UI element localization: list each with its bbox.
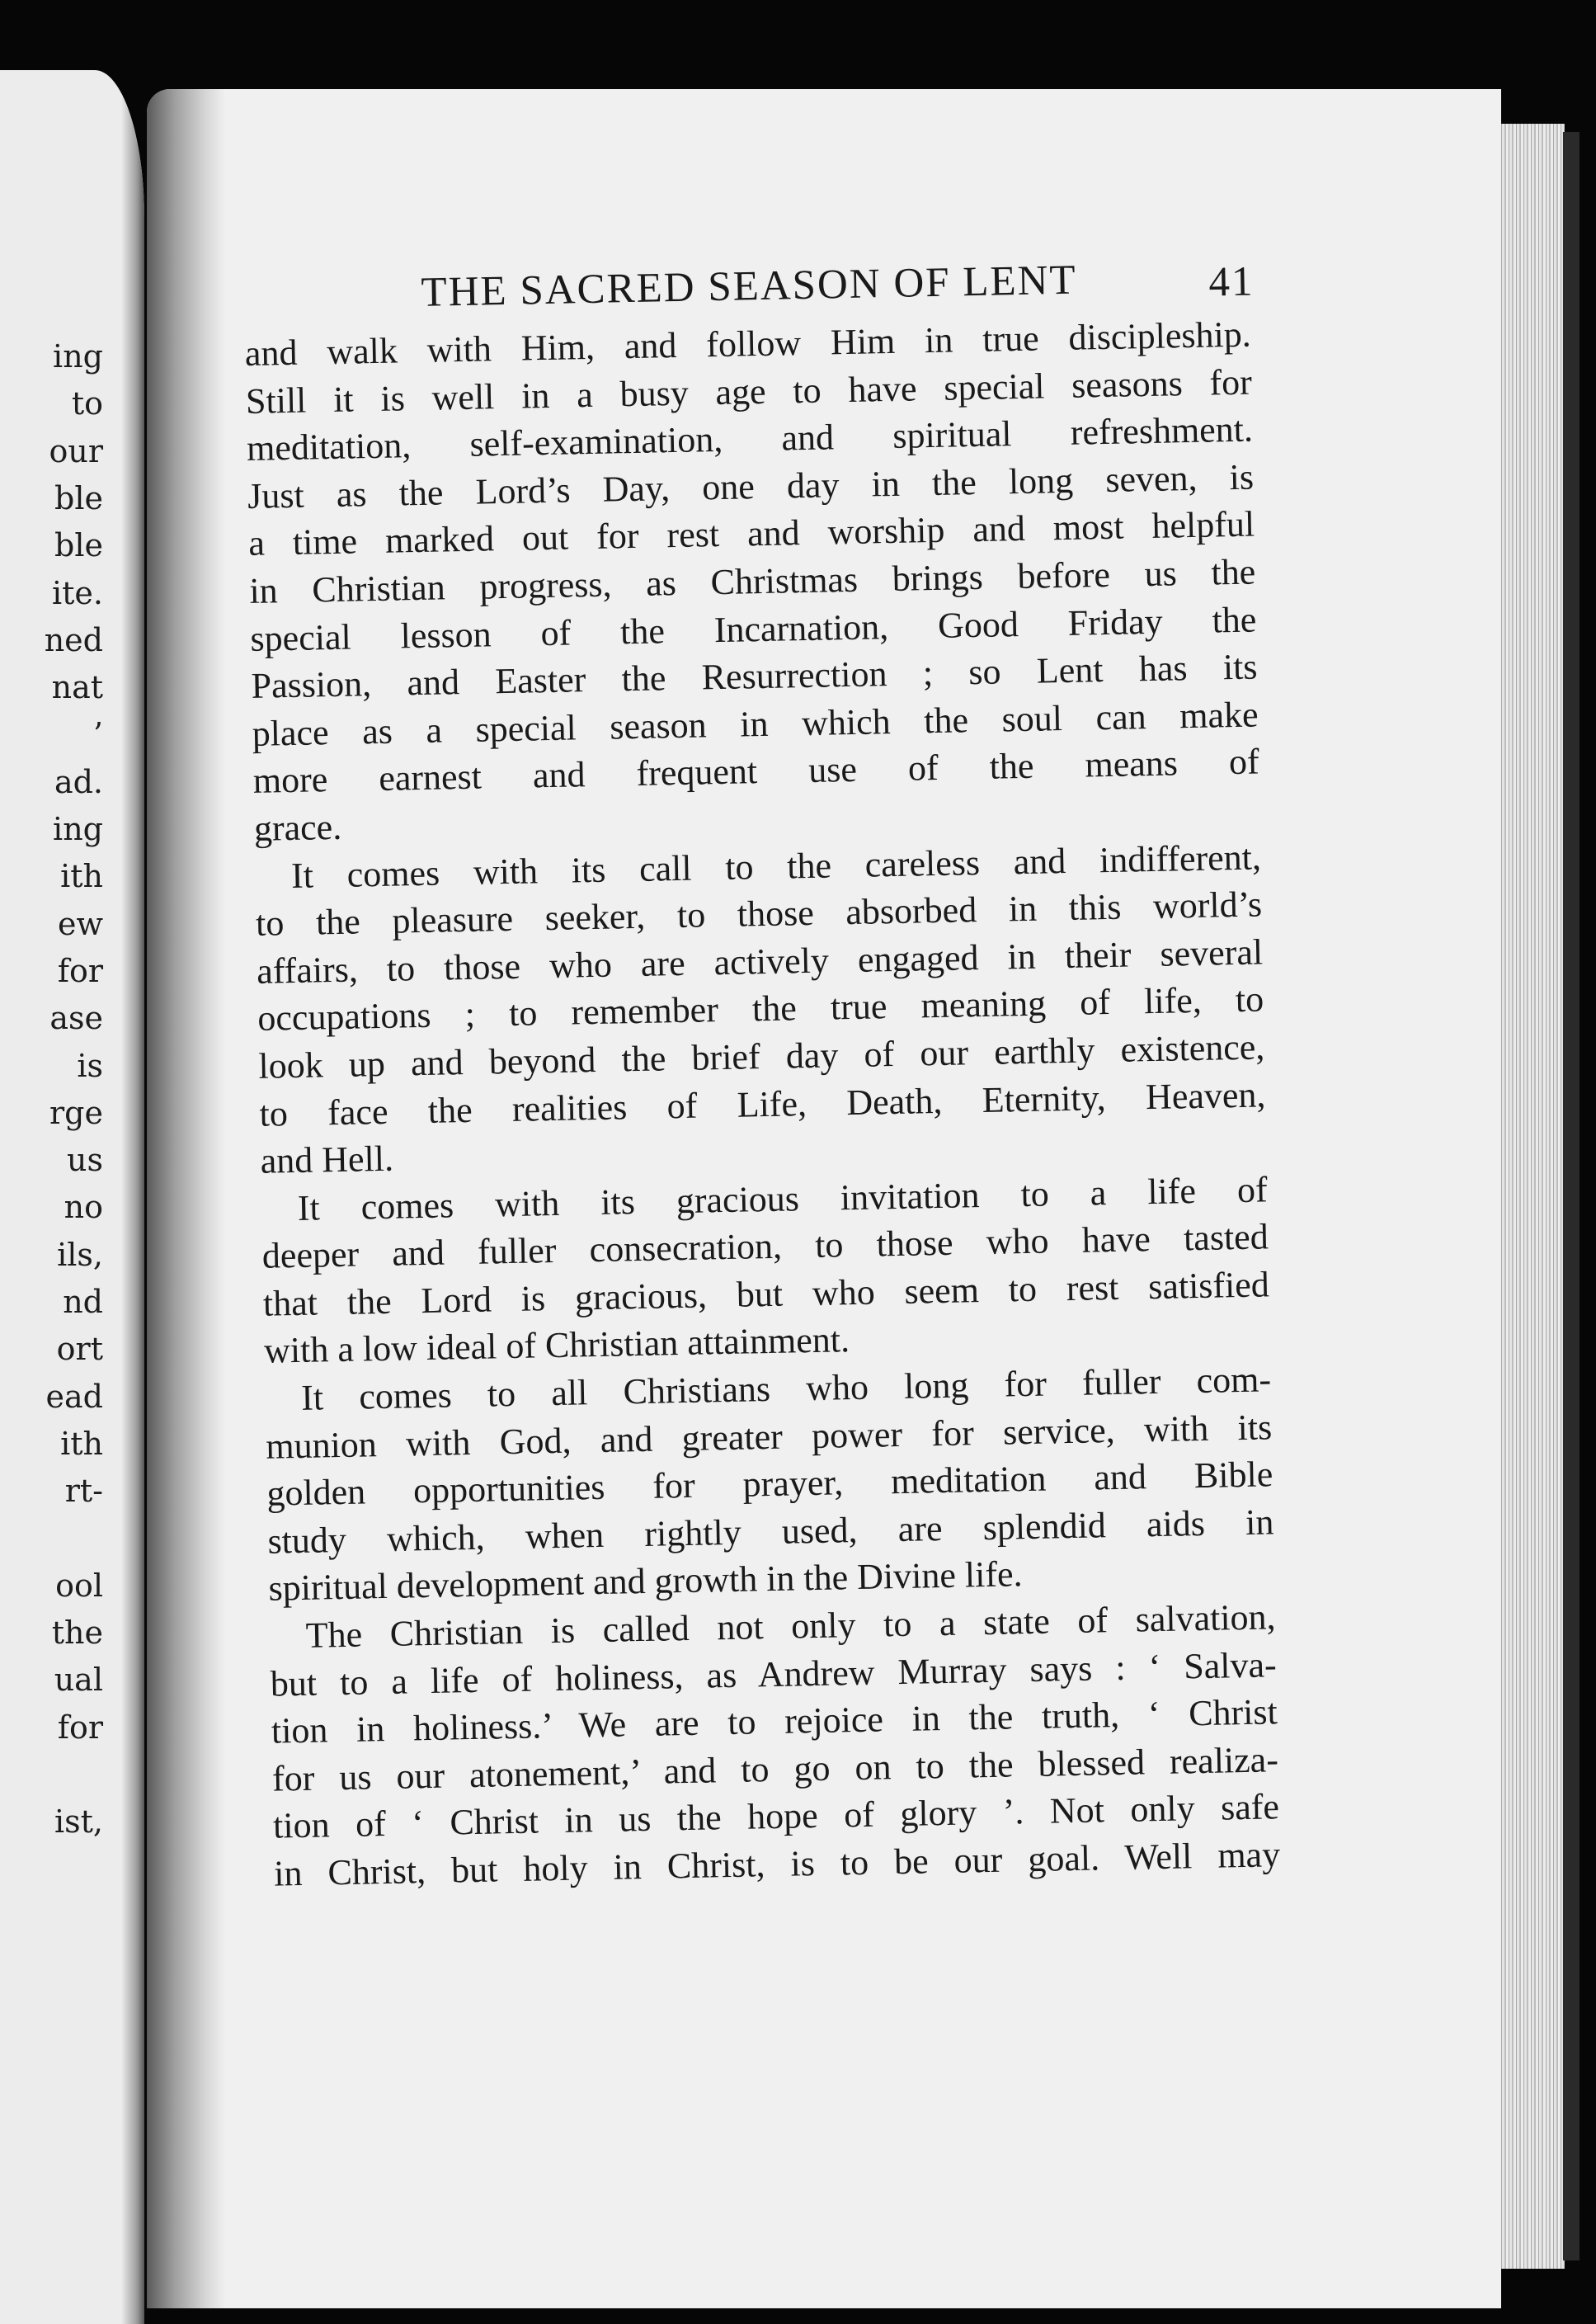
paragraph-3: [261, 1166, 1270, 1375]
facing-page-gutter: [121, 70, 144, 2324]
text-line: more earnest and frequent use of the means of: [252, 741, 1260, 802]
text-line: look up and beyond the brief day of our earthly existence,: [258, 1026, 1265, 1087]
paragraph-5: [269, 1593, 1280, 1897]
text-line: meditation, self-examination, and spiritual refreshment.: [246, 408, 1254, 469]
facing-page-fragment: no: [64, 1189, 103, 1226]
facing-page-fragment: ing: [53, 338, 103, 375]
text-line: munion with God, and greater power for service, with its: [265, 1406, 1273, 1467]
text-line: The Christian is called not only to a state of salvation,: [305, 1596, 1276, 1656]
text-line: place as a special season in which the soul can make: [252, 694, 1259, 754]
text-line: in Christian progress, as Christmas brings before us the: [248, 551, 1256, 611]
paragraph-2: [255, 833, 1268, 1186]
text-line: but to a life of holiness, as Andrew Murray says : ‘ Salva-: [270, 1643, 1278, 1704]
text-line: golden opportunities for prayer, meditation and Bible: [266, 1454, 1274, 1514]
facing-page-fragment: for: [57, 952, 103, 989]
facing-page-fragment: ew: [57, 905, 103, 942]
text-line: with a low ideal of Christian attainment.: [263, 1319, 850, 1372]
facing-page-fragment: ’: [92, 716, 103, 753]
facing-page-fragment: ite.: [52, 574, 103, 611]
facing-page-fragment: is: [77, 1047, 103, 1084]
facing-page-fragment: for: [57, 1709, 103, 1746]
facing-page-fragment: us: [67, 1142, 103, 1179]
facing-page-fragment: ith: [60, 1425, 103, 1462]
text-line: It comes with its gracious invitation to a life of: [297, 1169, 1269, 1228]
text-line: to the pleasure seeker, to those absorbed in this world’s: [255, 884, 1263, 944]
text-line: that the Lord is gracious, but who seem to rest satisfied: [262, 1264, 1270, 1324]
book-cover-edge: [1563, 132, 1580, 2260]
facing-page-fragment: ool: [55, 1567, 103, 1604]
text-line: Passion, and Easter the Resurrection ; so Lent has its: [251, 646, 1258, 707]
paragraph-1: [244, 311, 1260, 853]
page-number: 41: [1208, 258, 1255, 306]
text-line: It comes with its call to the careless and indifferent,: [290, 836, 1262, 896]
facing-page-fragment: our: [49, 432, 103, 469]
facing-page-fragment: ble: [54, 479, 103, 516]
text-line: Still it is well in a busy age to have special seasons for: [245, 361, 1253, 422]
text-line: tion of ‘ Christ in us the hope of glory ’. Not only safe: [272, 1786, 1280, 1847]
facing-page-fragment: ils,: [57, 1236, 103, 1273]
facing-page-fragment: the: [51, 1615, 103, 1652]
text-line: special lesson of the Incarnation, Good Friday the: [250, 599, 1257, 659]
gutter-shadow: [147, 89, 225, 2308]
facing-page: [0, 70, 144, 2324]
text-line: to face the realities of Life, Death, Eternity, Heaven,: [259, 1073, 1266, 1134]
text-line: and walk with Him, and follow Him in true discipleship.: [244, 313, 1252, 374]
facing-page-fragment: nat: [51, 669, 103, 706]
paragraph-4: [265, 1355, 1275, 1612]
page-text-block: [243, 253, 1281, 1898]
text-line: spiritual development and growth in the Divine life.: [268, 1553, 1023, 1610]
text-line: tion in holiness.’ We are to rejoice in the truth, ‘ Christ: [271, 1691, 1278, 1751]
facing-page-fragment: ad.: [54, 763, 103, 800]
text-line: It comes to all Christians who long for fuller com-: [300, 1359, 1272, 1418]
facing-page-fragment: ase: [49, 1000, 103, 1037]
facing-page-fragment: nd: [63, 1284, 103, 1320]
facing-page-fragment: ble: [54, 527, 103, 564]
page-edges: [1495, 124, 1565, 2269]
facing-page-fragment: ead: [45, 1378, 103, 1415]
text-line: affairs, to those who are actively engaged in their several: [256, 931, 1264, 992]
facing-page-fragment: rge: [49, 1094, 103, 1131]
running-head-title: THE SACRED SEASON OF LENT: [420, 257, 1078, 316]
text-line: for us our atonement,’ and to go on to the blessed realiza-: [271, 1739, 1279, 1799]
facing-page-fragment: ing: [53, 811, 103, 847]
facing-page-fragment: ort: [56, 1331, 103, 1368]
text-line: a time marked out for rest and worship and most helpful: [247, 503, 1255, 564]
facing-page-fragment: to: [71, 385, 103, 422]
facing-page-fragment: ual: [54, 1662, 103, 1699]
text-line: occupations ; to remember the true meaning of life, to: [257, 978, 1264, 1039]
facing-page-fragment: rt-: [64, 1473, 103, 1510]
text-line: Just as the Lord’s Day, one day in the long seven, is: [247, 456, 1255, 516]
text-line: study which, when rightly used, are splendid aids in: [267, 1501, 1274, 1562]
text-line: deeper and fuller consecration, to those who have tasted: [261, 1216, 1269, 1277]
facing-page-fragment: ist,: [54, 1803, 103, 1841]
facing-page-fragment: ith: [60, 858, 103, 895]
facing-page-fragment: ned: [44, 621, 103, 658]
text-line: grace.: [253, 806, 342, 849]
text-line: and Hell.: [260, 1138, 394, 1181]
text-line: in Christ, but holy in Christ, is to be our goal. Well may: [273, 1834, 1281, 1894]
